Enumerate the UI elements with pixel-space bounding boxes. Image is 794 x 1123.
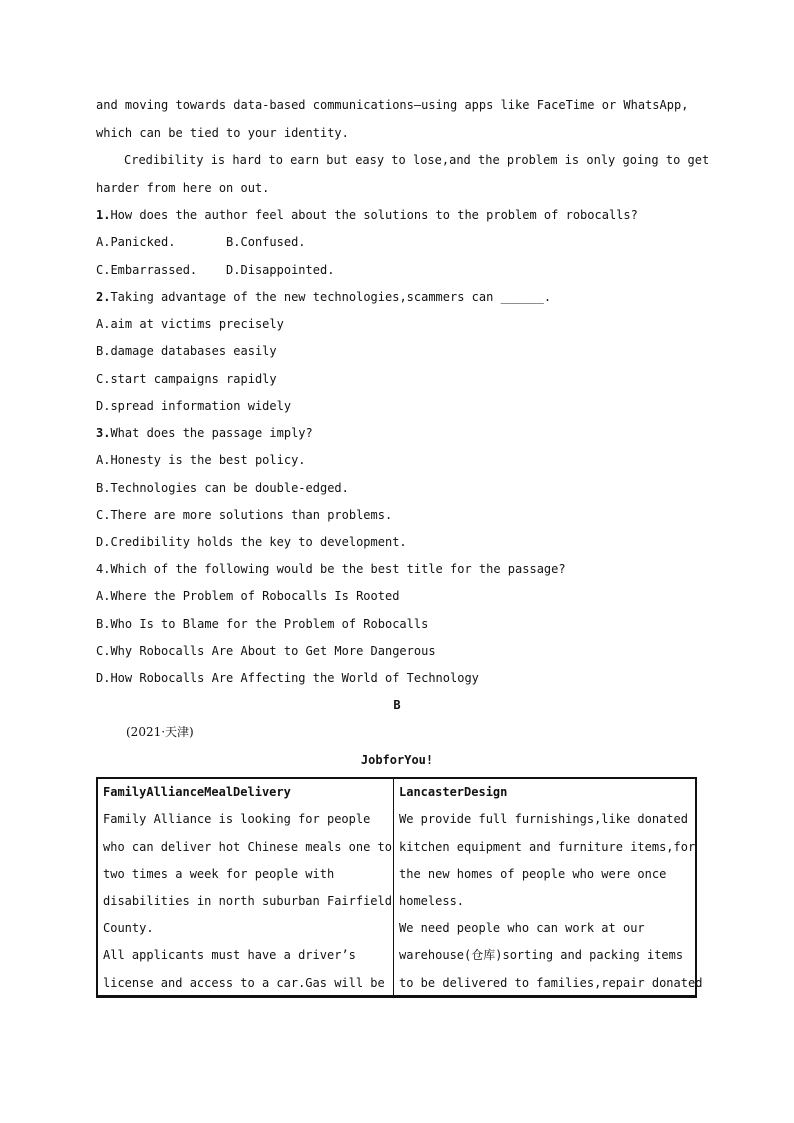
answer-option: C.start campaigns rapidly: [96, 372, 277, 386]
answer-option: D.How Robocalls Are Affecting the World of Technology: [96, 671, 479, 685]
job-text-line: two times a week for people with: [103, 867, 335, 881]
job-text-line: We provide full furnishings,like donated: [399, 812, 688, 826]
section-label: B: [393, 698, 401, 712]
answer-option: A.Honesty is the best policy.: [96, 453, 306, 467]
source-note: (2021·天津): [126, 725, 194, 739]
answer-option: D.Credibility holds the key to development.: [96, 535, 407, 549]
job-listing-table: [96, 777, 703, 998]
question-1-options-row: C.Embarrassed. D.Disappointed.: [96, 263, 335, 277]
job-text-line: We need people who can work at our: [399, 921, 645, 935]
answer-option: B.Technologies can be double-edged.: [96, 481, 349, 495]
job-text-line: to be delivered to families,repair donated: [399, 976, 703, 990]
job-text-line: who can deliver hot Chinese meals one to: [103, 840, 392, 854]
question-1-options-row: A.Panicked. B.Confused.: [96, 235, 306, 249]
question-stem: Which of the following would be the best title for the passage?: [110, 562, 566, 576]
job-text-line: County.: [103, 921, 154, 935]
job-column-lancaster-design: [394, 779, 703, 995]
job-text-line: All applicants must have a driver’s: [103, 948, 356, 962]
answer-option: A.aim at victims precisely: [96, 317, 284, 331]
question-3: [96, 425, 696, 441]
passage-line: Credibility is hard to earn but easy to lose,and the problem is only going to get: [124, 153, 710, 167]
passage-line: and moving towards data-based communications—using apps like FaceTime or WhatsApp,: [96, 98, 689, 112]
job-text-line: the new homes of people who were once: [399, 867, 667, 881]
job-column-header: FamilyAllianceMealDelivery: [103, 785, 291, 799]
job-text-line: Family Alliance is looking for people: [103, 812, 371, 826]
job-column-header: LancasterDesign: [399, 785, 508, 799]
question-number: 2.: [96, 290, 111, 304]
job-text-line: license and access to a car.Gas will be: [103, 976, 385, 990]
job-text-line: kitchen equipment and furniture items,for: [399, 840, 696, 854]
question-stem: Taking advantage of the new technologies,scammers can ______.: [110, 290, 552, 304]
question-2: [96, 289, 696, 305]
question-number: 3.: [96, 426, 111, 440]
answer-option: B.damage databases easily: [96, 344, 277, 358]
question-number: 4.: [96, 562, 111, 576]
passage-line: which can be tied to your identity.: [96, 126, 349, 140]
question-stem: How does the author feel about the solutions to the problem of robocalls?: [110, 208, 638, 222]
answer-option: C.Why Robocalls Are About to Get More Dangerous: [96, 644, 436, 658]
job-text-line: homeless.: [399, 894, 465, 908]
answer-option: B.Who Is to Blame for the Problem of Robocalls: [96, 617, 429, 631]
question-4: [96, 561, 696, 577]
answer-option: D.spread information widely: [96, 399, 292, 413]
answer-option: A.Where the Problem of Robocalls Is Rooted: [96, 589, 400, 603]
passage-title: JobforYou!: [360, 753, 434, 767]
question-number: 1.: [96, 208, 111, 222]
passage-line: harder from here on out.: [96, 181, 270, 195]
question-1: [96, 207, 696, 223]
job-column-family-alliance: [98, 779, 394, 995]
job-text-line: warehouse(仓库)sorting and packing items: [399, 948, 684, 962]
job-text-line: disabilities in north suburban Fairfield: [103, 894, 392, 908]
answer-option: C.There are more solutions than problems.: [96, 508, 393, 522]
question-stem: What does the passage imply?: [110, 426, 313, 440]
